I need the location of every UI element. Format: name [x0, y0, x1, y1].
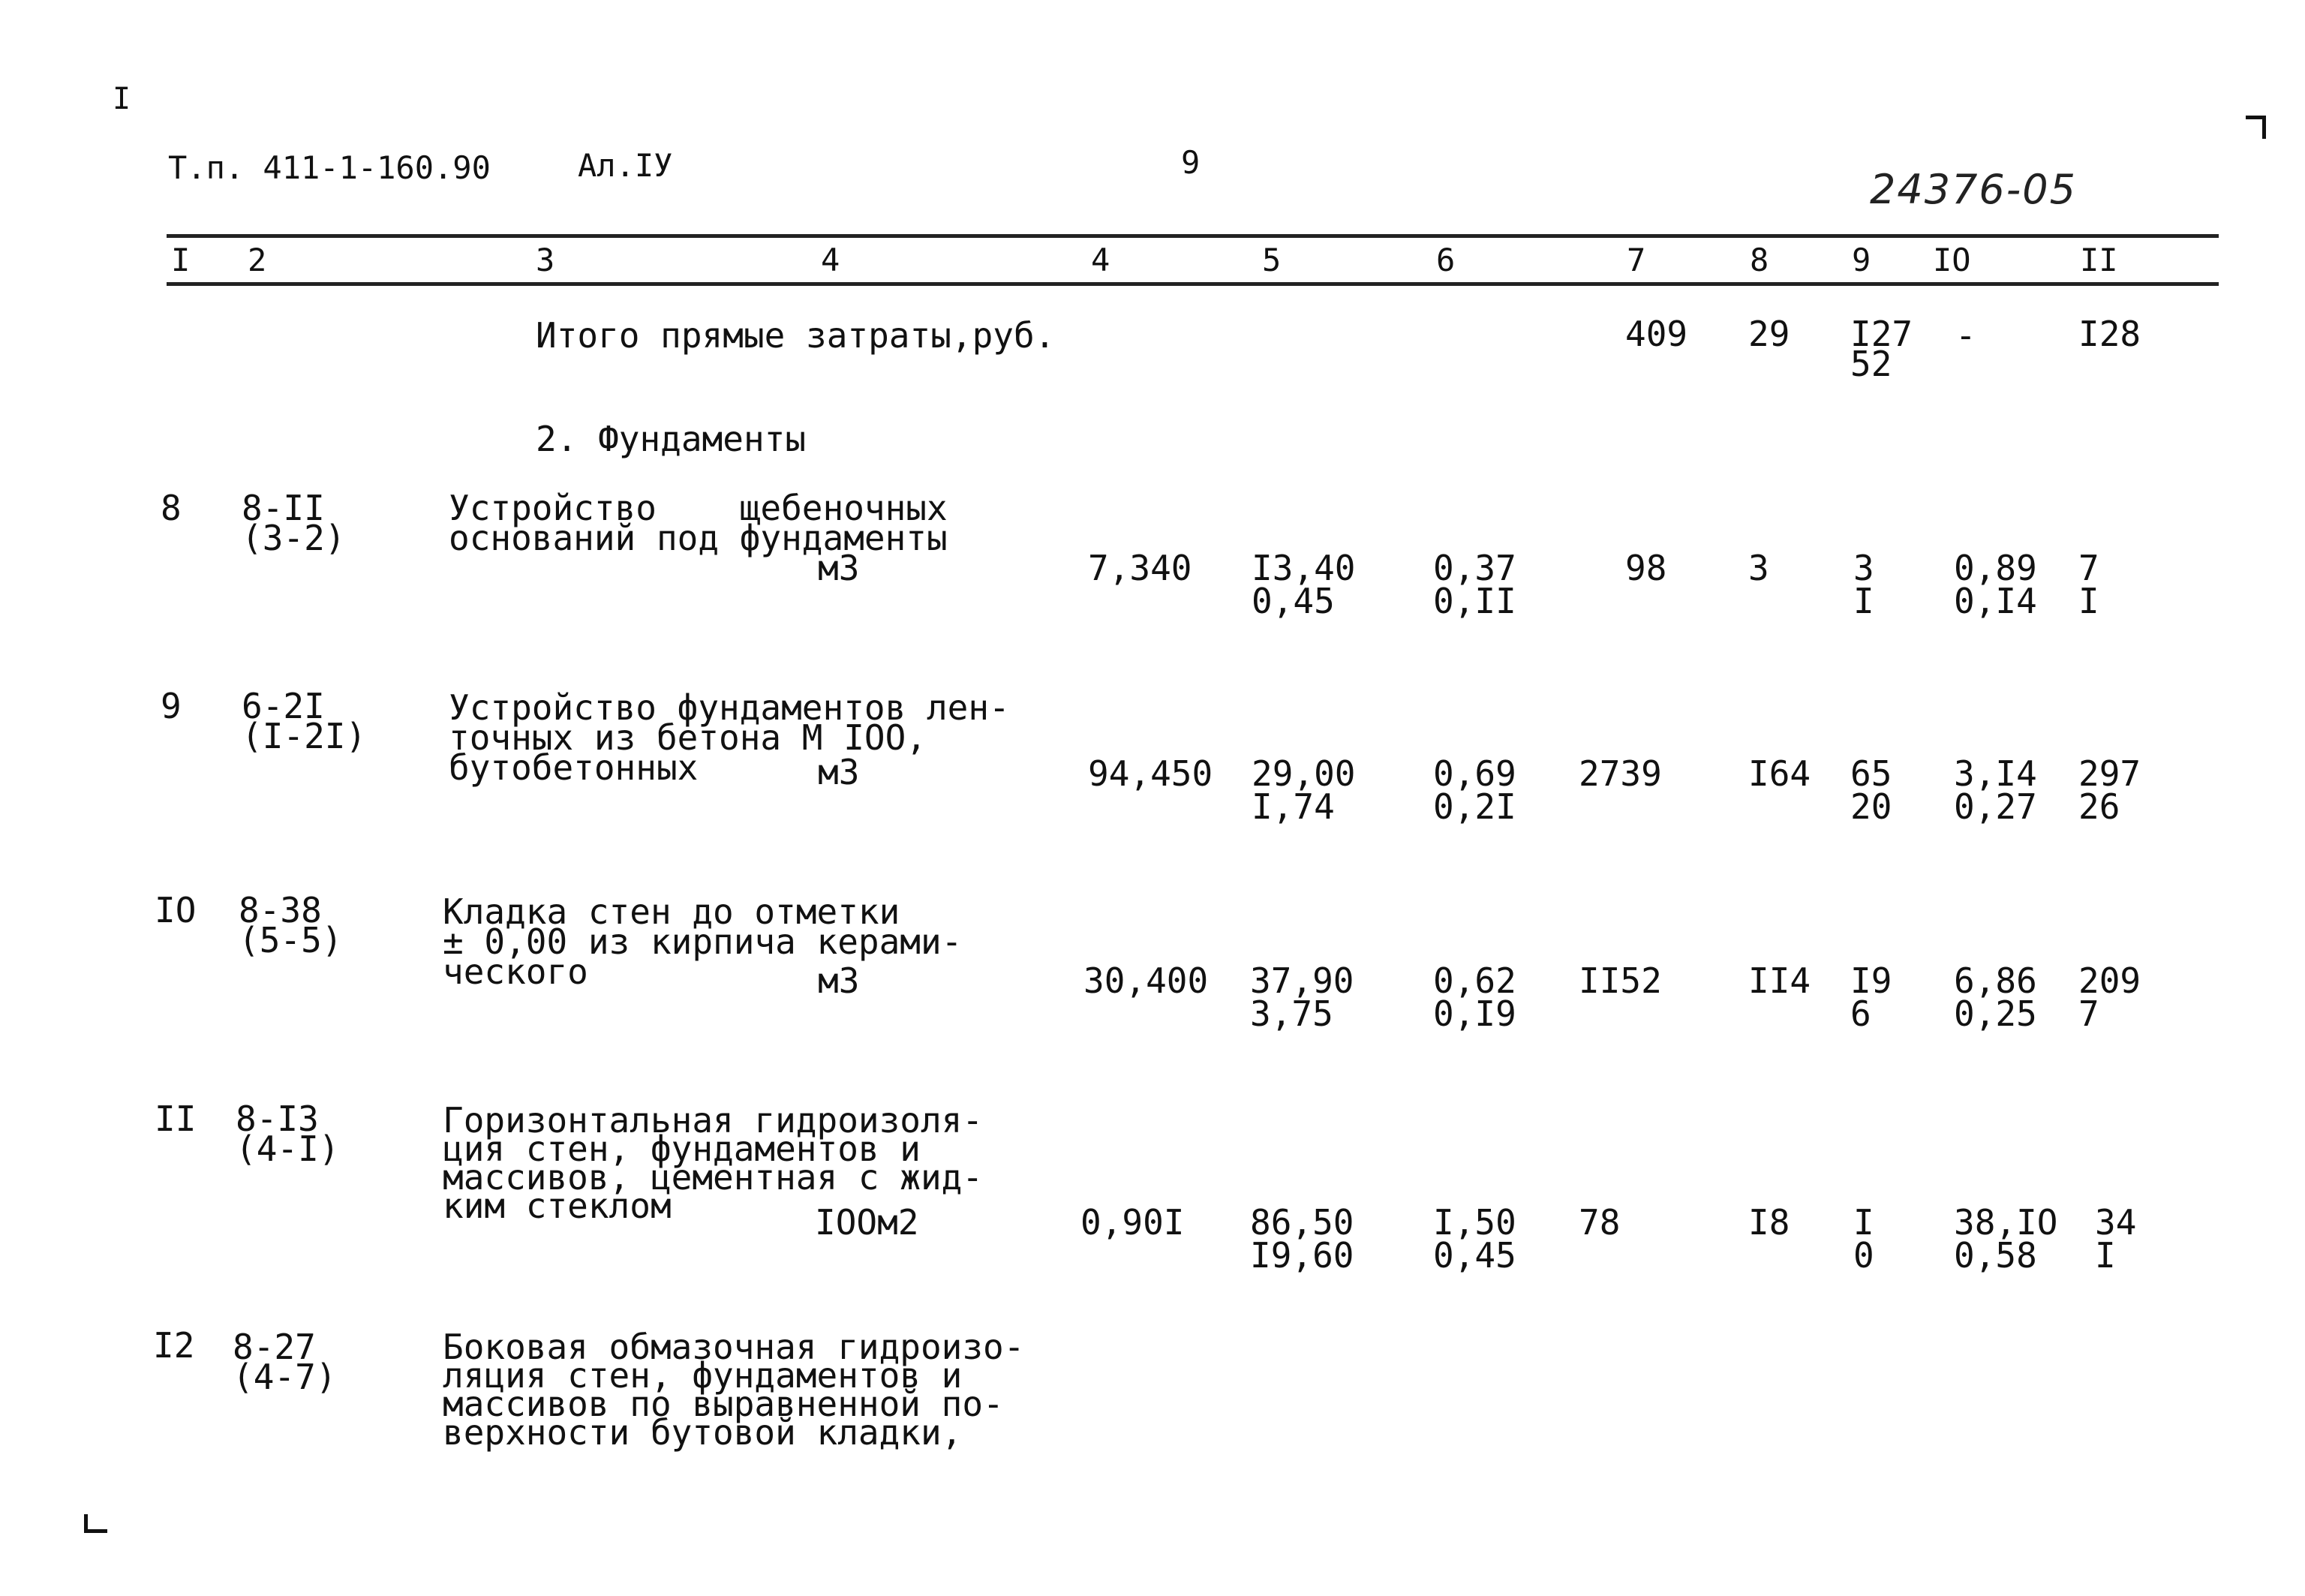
- total-row-label: Итого прямые затраты,руб.: [536, 315, 1056, 356]
- row-10-c9: I9 6: [1850, 960, 1892, 1034]
- total-row-c9: I27 52: [1850, 314, 1913, 384]
- row-10-c5: 37,90 3,75: [1250, 960, 1354, 1034]
- row-8-qty: 7,340: [1088, 548, 1192, 588]
- row-10-c7: II52: [1579, 960, 1662, 1001]
- row-8-c10: 0,89 0,I4: [1954, 548, 2037, 621]
- col-header-4a: 4: [821, 242, 840, 278]
- total-row-c11: I28: [2078, 314, 2141, 354]
- row-8-code: 8-II (3-2): [242, 488, 346, 558]
- row-8-unit: м3: [818, 548, 860, 588]
- row-8-c5: I3,40 0,45: [1252, 548, 1356, 621]
- top-right-corner-mark: [2246, 116, 2266, 139]
- row-11-number: II: [155, 1099, 197, 1139]
- row-12-number: I2: [153, 1325, 195, 1366]
- row-9-unit: м3: [818, 752, 860, 792]
- header-top-rule: [167, 234, 2219, 238]
- row-9-c7: 2739: [1579, 753, 1662, 794]
- row-11-description: Горизонтальная гидроизоля- ция стен, фундаментов и массивов, цементная с жид- ким стеклом: [443, 1100, 984, 1226]
- row-10-number: IO: [155, 890, 197, 930]
- row-11-c6: I,50 0,45: [1433, 1202, 1516, 1276]
- col-header-3: 3: [536, 242, 555, 278]
- col-header-10: IO: [1933, 242, 1971, 278]
- col-header-6: 6: [1436, 242, 1456, 278]
- album-number: Ал.IУ: [578, 147, 673, 184]
- row-9-description: Устройство фундаментов лен- точных из бетона М IOO, бутобетонных: [449, 687, 1010, 788]
- row-8-c9: 3 I: [1853, 548, 1874, 621]
- row-9-code: 6-2I (I-2I): [242, 686, 367, 756]
- top-left-mark: I: [113, 82, 131, 116]
- col-header-11: II: [2080, 242, 2118, 278]
- row-8-c7: 98: [1625, 548, 1667, 588]
- row-9-qty: 94,450: [1088, 753, 1213, 794]
- row-10-c11: 209 7: [2078, 960, 2141, 1034]
- row-10-c8: II4: [1748, 960, 1811, 1001]
- row-11-c10: 38,IO 0,58: [1954, 1202, 2058, 1276]
- row-12-description: Боковая обмазочная гидроизо- ляция стен, фундаментов и массивов по выравненной по- верхности бутовой кладки,: [443, 1327, 1025, 1453]
- inventory-number: 24376-05: [1870, 166, 2077, 213]
- row-10-c10: 6,86 0,25: [1954, 960, 2037, 1034]
- col-header-4b: 4: [1091, 242, 1110, 278]
- row-11-qty: 0,90I: [1080, 1202, 1185, 1243]
- row-9-c6: 0,69 0,2I: [1433, 753, 1516, 827]
- doc-code: Т.п. 411-1-160.90: [168, 149, 491, 186]
- row-9-c8: I64: [1748, 753, 1811, 794]
- row-11-c8: I8: [1748, 1202, 1790, 1243]
- col-header-2: 2: [248, 242, 267, 278]
- row-11-c5: 86,50 I9,60: [1250, 1202, 1354, 1276]
- row-11-c7: 78: [1579, 1202, 1621, 1243]
- row-8-c8: 3: [1748, 548, 1769, 588]
- total-row-c7: 409: [1625, 314, 1688, 354]
- row-8-c6: 0,37 0,II: [1433, 548, 1516, 621]
- row-9-c11: 297 26: [2078, 753, 2141, 827]
- row-10-qty: 30,400: [1083, 960, 1209, 1001]
- row-10-code: 8-38 (5-5): [239, 890, 343, 960]
- row-11-unit: IOOм2: [815, 1202, 919, 1243]
- page-number: 9: [1181, 144, 1201, 181]
- row-9-c9: 65 20: [1850, 753, 1892, 827]
- row-11-c11: 34 I: [2095, 1202, 2137, 1276]
- bottom-left-corner-mark: [84, 1514, 107, 1533]
- row-8-c11: 7 I: [2078, 548, 2099, 621]
- col-header-8: 8: [1750, 242, 1769, 278]
- row-8-description: Устройство щебеночных оснований под фундаменты: [449, 488, 948, 558]
- row-10-unit: м3: [818, 960, 860, 1001]
- row-11-code: 8-I3 (4-I): [236, 1099, 340, 1169]
- col-header-9: 9: [1852, 242, 1871, 278]
- row-10-c6: 0,62 0,I9: [1433, 960, 1516, 1034]
- row-9-c5: 29,00 I,74: [1252, 753, 1356, 827]
- row-12-code: 8-27 (4-7): [233, 1327, 337, 1397]
- section-title: 2. Фундаменты: [536, 419, 807, 459]
- row-11-c9: I 0: [1853, 1202, 1874, 1276]
- row-8-number: 8: [161, 488, 182, 528]
- col-header-7: 7: [1627, 242, 1646, 278]
- row-9-number: 9: [161, 686, 182, 726]
- col-header-1: I: [171, 242, 191, 278]
- total-row-c8: 29: [1748, 314, 1790, 354]
- row-9-c10: 3,I4 0,27: [1954, 753, 2037, 827]
- col-header-5: 5: [1262, 242, 1282, 278]
- total-row-c10: -: [1955, 315, 1976, 356]
- row-10-description: Кладка стен до отметки ± 0,00 из кирпича керами- ческого: [443, 891, 963, 992]
- header-bottom-rule: [167, 282, 2219, 286]
